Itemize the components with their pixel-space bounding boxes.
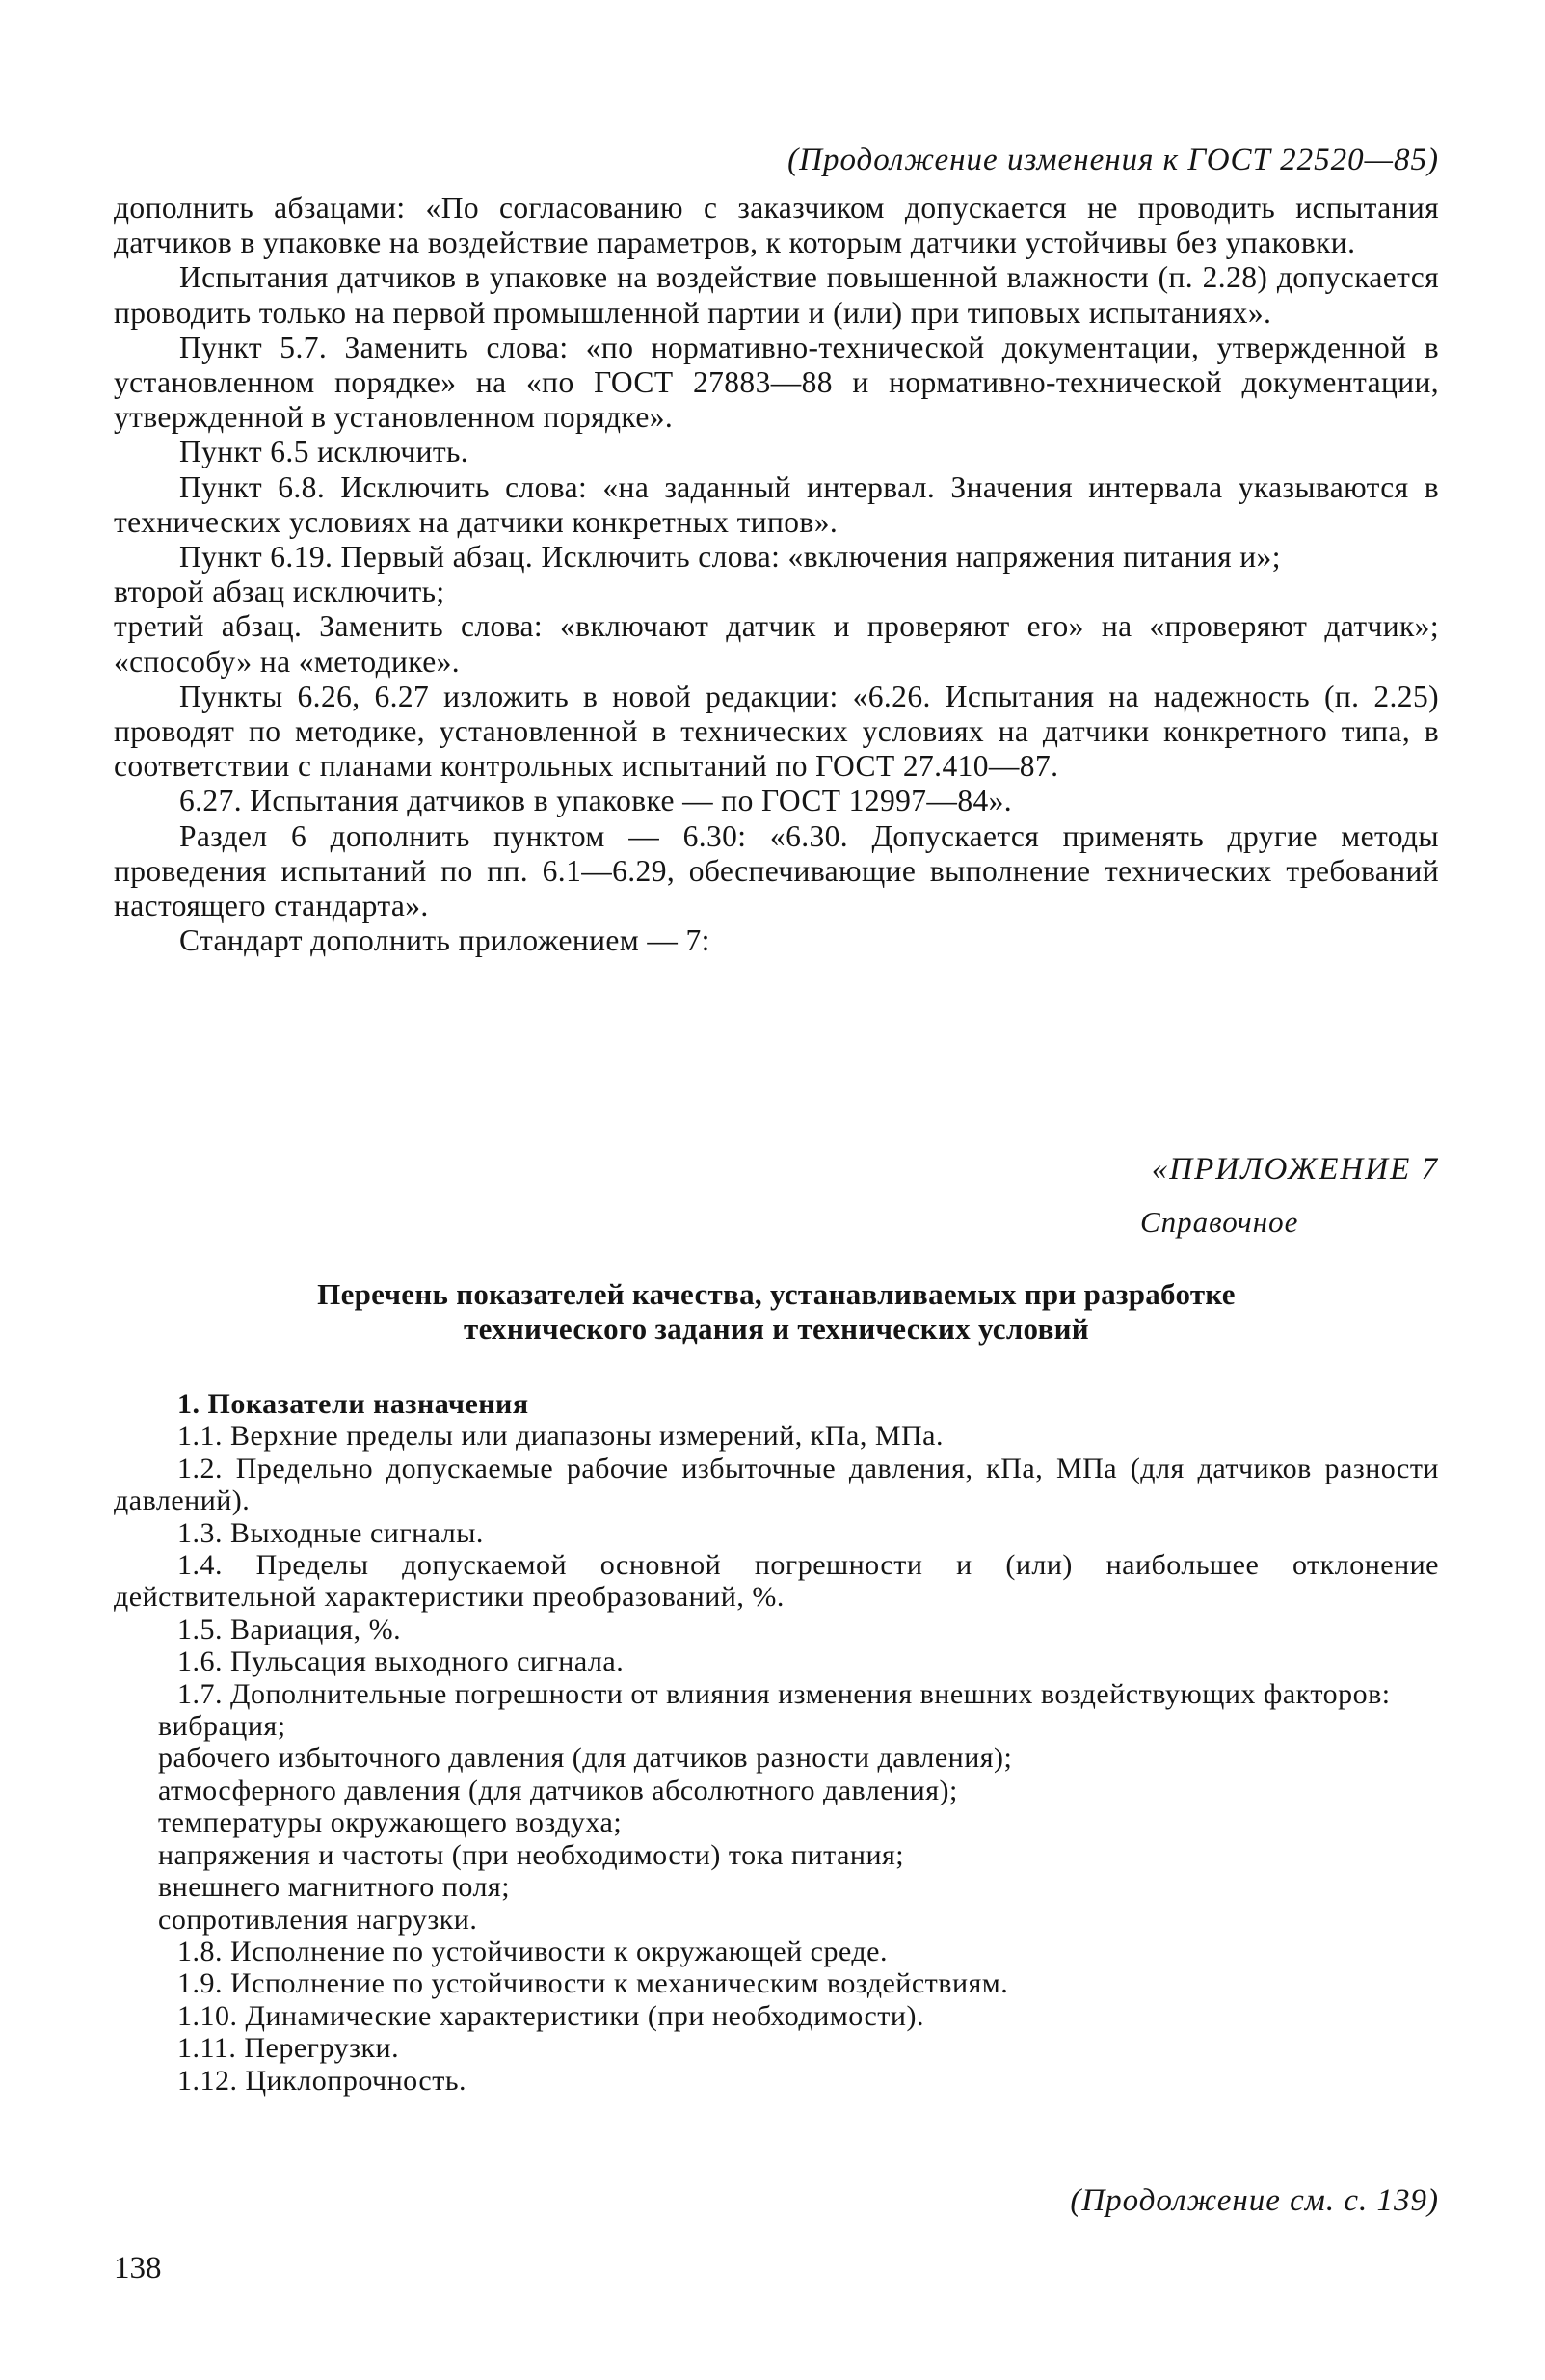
list-item: 1.9. Исполнение по устойчивости к механическим воздействиям.: [177, 1967, 1009, 2000]
appendix-title: «ПРИЛОЖЕНИЕ 7: [1151, 1152, 1439, 1187]
appendix-heading: [114, 1277, 1439, 1347]
paragraph: Пункты 6.26, 6.27 изложить в новой редакции: «6.26. Испытания на надежность (п. 2.25) проводят по методике, установленной в технических условиях на датчики конкретного типа, в соответствии с планами контрольных испытаний по ГОСТ 27.410—87.: [114, 679, 1439, 784]
paragraph: третий абзац. Заменить слова: «включают датчик и проверяют его» на «проверяют датчик»; «способу» на «методике».: [114, 609, 1439, 679]
list-item: 1.10. Динамические характеристики (при необходимости).: [177, 1999, 924, 2032]
list-subitem: атмосферного давления (для датчиков абсолютного давления);: [158, 1774, 958, 1806]
list-item: 1.11. Перегрузки.: [177, 2032, 400, 2065]
continuation-note: (Продолжение см. с. 139): [1070, 2183, 1439, 2218]
list-item: 1.2. Предельно допускаемые рабочие избыточные давления, кПа, МПа (для датчиков разности давлений).: [114, 1452, 1439, 1517]
list-subitem: напряжения и частоты (при необходимости) тока питания;: [158, 1838, 905, 1871]
running-header: (Продолжение изменения к ГОСТ 22520—85): [787, 143, 1439, 177]
list-item: 1.8. Исполнение по устойчивости к окружающей среде.: [177, 1935, 888, 1967]
paragraph: Пункт 6.5 исключить.: [179, 435, 469, 469]
list-item: 1.12. Циклопрочность.: [177, 2064, 467, 2097]
list-item: 1.7. Дополнительные погрешности от влияния изменения внешних воздействующих факторов:: [177, 1677, 1391, 1710]
list-subitem: температуры окружающего воздуха;: [158, 1806, 623, 1839]
paragraph: Пункт 6.8. Исключить слова: «на заданный интервал. Значения интервала указываются в технических условиях на датчики конкретных типов».: [114, 469, 1439, 539]
appendix-subtitle: Справочное: [1140, 1205, 1299, 1239]
list-item: 1.5. Вариация, %.: [177, 1613, 402, 1645]
list-subitem: рабочего избыточного давления (для датчиков разности давления);: [158, 1742, 1013, 1775]
section-heading: 1. Показатели назначения: [177, 1388, 529, 1420]
list-item: 1.6. Пульсация выходного сигнала.: [177, 1645, 625, 1678]
paragraph: Раздел 6 дополнить пунктом — 6.30: «6.30. Допускается применять другие методы проведения испытаний по пп. 6.1—6.29, обеспечивающие выполнение технических требований настоящего стандарта».: [114, 818, 1439, 923]
paragraph: Пункт 5.7. Заменить слова: «по нормативно-технической документации, утвержденной в установленном порядке» на «по ГОСТ 27883—88 и нормативно-технической документации, утвержденной в установленном порядке».: [114, 330, 1439, 435]
amendment-text: [114, 191, 1439, 958]
list-subitem: внешнего магнитного поля;: [158, 1871, 511, 1904]
heading-line: технического задания и технических условий: [464, 1312, 1089, 1346]
paragraph: второй абзац исключить;: [114, 575, 445, 609]
list-subitem: сопротивления нагрузки.: [158, 1903, 478, 1936]
paragraph: дополнить абзацами: «По согласованию с заказчиком допускается не проводить испытания датчиков в упаковке на воздействие параметров, к которым датчики устойчивы без упаковки.: [114, 191, 1439, 260]
paragraph: Пункт 6.19. Первый абзац. Исключить слова: «включения напряжения питания и»;: [179, 540, 1281, 575]
paragraph: 6.27. Испытания датчиков в упаковке — по ГОСТ 12997—84».: [179, 784, 1013, 818]
list-item: 1.1. Верхние пределы или диапазоны измерений, кПа, МПа.: [177, 1420, 944, 1453]
list-item: 1.4. Пределы допускаемой основной погрешности и (или) наибольшее отклонение действительной характеристики преобразований, %.: [114, 1549, 1439, 1614]
heading-line: Перечень показателей качества, устанавливаемых при разработке: [317, 1277, 1236, 1311]
page-number: 138: [114, 2251, 162, 2286]
quality-indicators-list: [114, 1388, 1439, 2097]
list-item: 1.3. Выходные сигналы.: [177, 1516, 484, 1549]
list-subitem: вибрация;: [158, 1710, 286, 1743]
paragraph: Стандарт дополнить приложением — 7:: [179, 923, 710, 958]
paragraph: Испытания датчиков в упаковке на воздействие повышенной влажности (п. 2.28) допускается проводить только на первой промышленной партии и (или) при типовых испытаниях».: [114, 260, 1439, 330]
